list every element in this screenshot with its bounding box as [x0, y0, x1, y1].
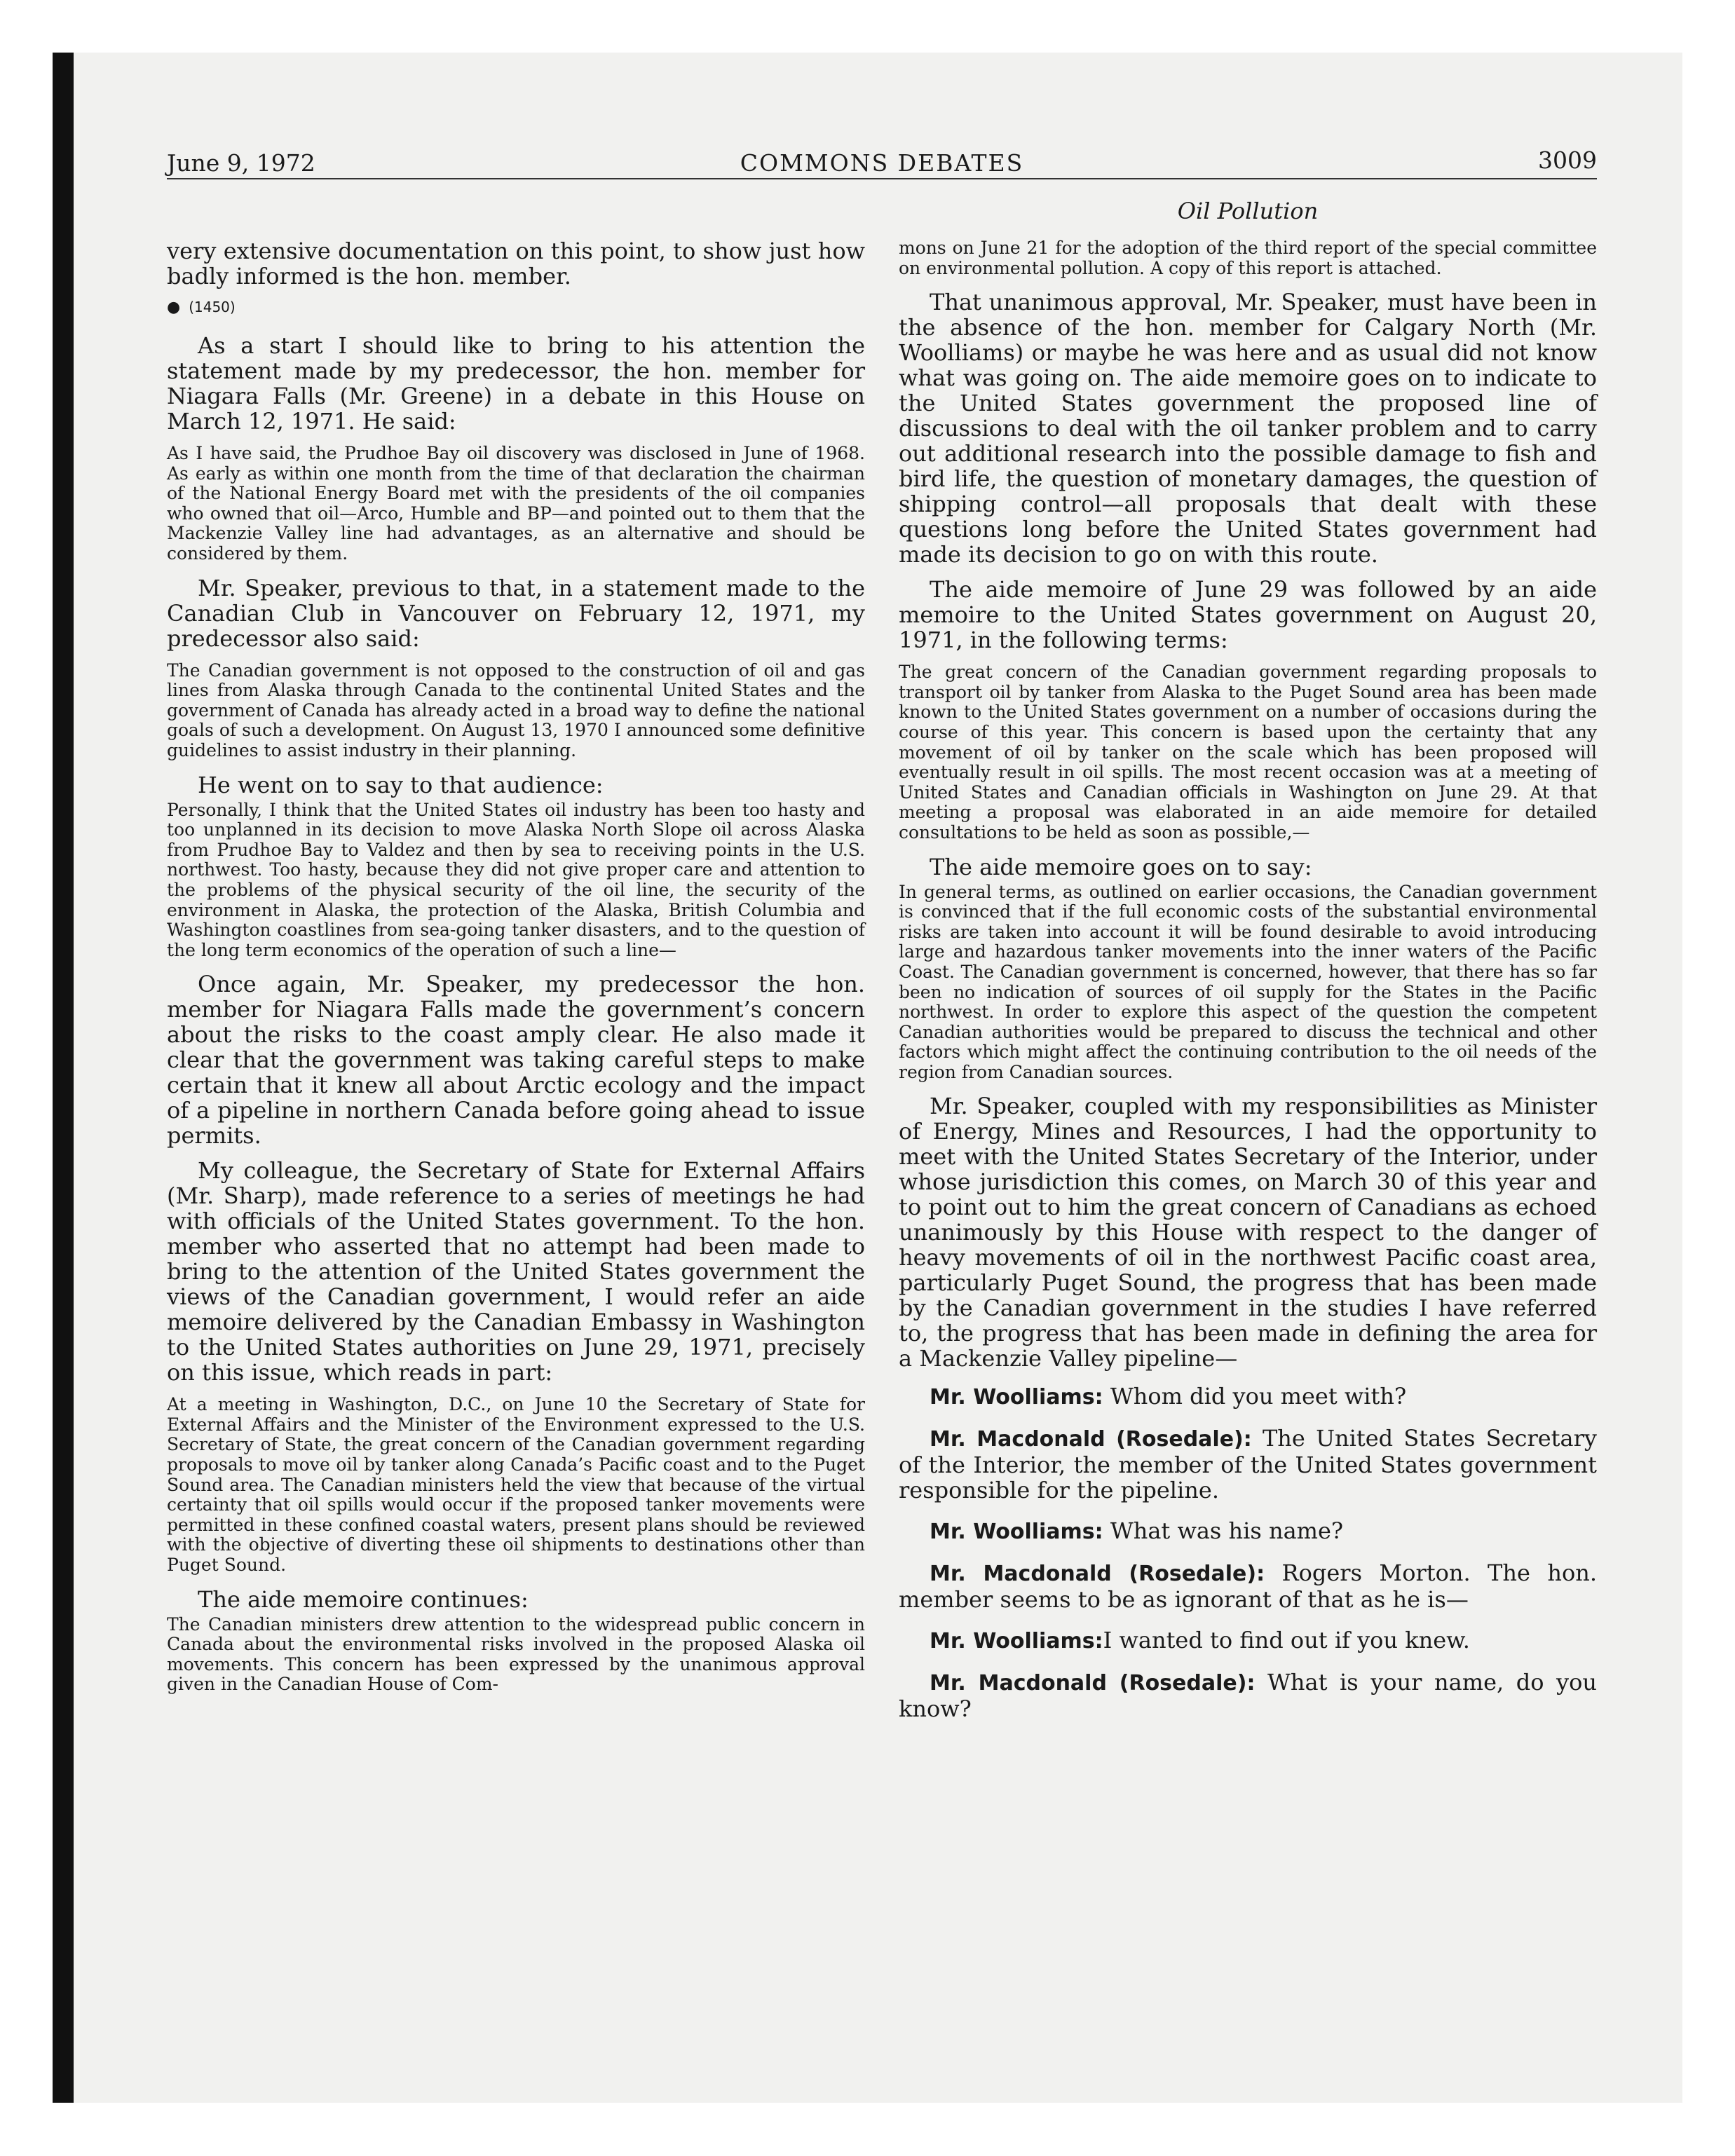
- paragraph: The aide memoire goes on to say:: [930, 853, 1312, 880]
- speech-text: What was his name?: [1103, 1517, 1344, 1545]
- speaker-name: Mr. Woolliams:: [930, 1520, 1103, 1545]
- speaker-name: Mr. Macdonald (Rosedale):: [930, 1671, 1256, 1696]
- exchange-line: [899, 1426, 1597, 1503]
- speech-text: I wanted to find out if you knew.: [1103, 1627, 1470, 1654]
- paragraph: very extensive documentation on this point, to show just how badly informed is the hon. member.: [167, 238, 865, 289]
- paragraph: My colleague, the Secretary of State for External Affairs (Mr. Sharp), made reference to a series of meetings he had with officials of the United States government. To the hon. member who asserted that no attempt had been made to bring to the attention of the United States government the views of the Canadian government, I would refer an aide memoire delivered by the Canadian Embassy in Washington to the United States authorities on June 29, 1971, precisely on this issue, which reads in part:: [167, 1157, 865, 1386]
- quotation: The Canadian ministers drew attention to the widespread public concern in Canada about the environmental risks involved in the proposed Alaska oil movements. This concern has been expressed by the unanimous approval given in the Canadian House of Com-: [167, 1613, 865, 1695]
- quotation: The great concern of the Canadian government regarding proposals to transport oil by tanker from Alaska to the Puget Sound area has been made known to the United States government on a number of occasions during the course of this year. This concern is based upon the certainty that any movement of oil by tanker on the scale which has been proposed will eventually result in oil spills. The most recent occasion was at a meeting of United States and Canadian officials in Washington on June 29. At that meeting a proposal was elaborated in an aide memoire for detailed consultations to be held as soon as possible,—: [899, 662, 1597, 842]
- quotation-continued: mons on June 21 for the adoption of the third report of the special committee on environmental pollution. A copy of this report is attached.: [899, 238, 1597, 278]
- quotation: In general terms, as outlined on earlier occasions, the Canadian government is convinced that if the full economic costs of the substantial environmental risks are taken into account it will be found desirable to avoid introducing large and hazardous tanker movements into the inner waters of the Pacific Coast. The Canadian government is concerned, however, that there has so far been no indication of sources of oil supply for the States in the Pacific northwest. In order to explore this aspect of the question the competent Canadian authorities would be prepared to discuss the technical and other factors which might affect the continuing contribution to the oil needs of the region from Canadian sources.: [899, 881, 1597, 1082]
- paragraph: The aide memoire of June 29 was followed by an aide memoire to the United States government on August 20, 1971, in the following terms:: [899, 576, 1597, 654]
- paragraph: Once again, Mr. Speaker, my predecessor the hon. member for Niagara Falls made the government’s concern about the risks to the coast amply clear. He also made it clear that the government was taking careful steps to make certain that it knew all about Arctic ecology and the impact of a pipeline in northern Canada before going ahead to issue permits.: [167, 971, 865, 1149]
- speaker-name: Mr. Macdonald (Rosedale):: [930, 1427, 1252, 1452]
- exchange-line: [899, 1670, 1597, 1721]
- paragraph: He went on to say to that audience:: [198, 771, 604, 798]
- exchange-line: [899, 1518, 1597, 1545]
- time-marker: [167, 299, 865, 316]
- speech-text: The United States Secretary of the Interior, the member of the United States government responsible for the pipeline.: [899, 1425, 1597, 1504]
- exchange-line: [899, 1628, 1597, 1654]
- quotation: Personally, I think that the United States oil industry has been too hasty and too unplanned in its decision to move Alaska North Slope oil across Alaska from Prudhoe Bay to Valdez and then by sea to receiving points in the U.S. northwest. Too hasty, because they did not give proper care and attention to the problems of the physical security of the oil line, the security of the environment in Alaska, the protection of the Alaska, British Columbia and Washington coastlines from sea-going tanker disasters, and to the question of the long term economics of the operation of such a line—: [167, 799, 865, 960]
- paragraph: The aide memoire continues:: [198, 1585, 529, 1613]
- header-title: COMMONS DEBATES: [740, 149, 1024, 177]
- speech-text: Whom did you meet with?: [1103, 1383, 1407, 1410]
- time-marker-text: (1450): [189, 299, 236, 315]
- speaker-name: Mr. Woolliams:: [930, 1385, 1103, 1410]
- speaker-name: Mr. Macdonald (Rosedale):: [930, 1562, 1265, 1587]
- topic-heading: Oil Pollution: [1177, 198, 1319, 224]
- left-column: [167, 238, 865, 1706]
- header-date: June 9, 1972: [167, 149, 315, 177]
- paragraph: That unanimous approval, Mr. Speaker, must have been in the absence of the hon. member for Calgary North (Mr. Woolliams) or maybe he was here and as usual did not know what was going on. The aide memoire goes on to indicate to the United States government the proposed line of discussions to deal with the oil tanker problem and to carry out additional research into the possible damage to fish and bird life, the question of monetary damages, the question of shipping control—all proposals that dealt with these questions long before the United States government had made its decision to go on with this route.: [899, 289, 1597, 568]
- quotation: The Canadian government is not opposed to the construction of oil and gas lines from Alaska through Canada to the continental United States and the government of Canada has already acted in a broad way to define the national goals of such a development. On August 13, 1970 I announced some definitive guidelines to assist industry in their planning.: [167, 660, 865, 760]
- exchange-line: [899, 1560, 1597, 1612]
- page-number: 3009: [1538, 146, 1597, 174]
- right-column: [899, 238, 1597, 1737]
- paragraph: As a start I should like to bring to his attention the statement made by my predecessor, the hon. member for Niagara Falls (Mr. Greene) in a debate in this House on March 12, 1971. He said:: [167, 332, 865, 435]
- page-header: [167, 146, 1597, 179]
- quotation: At a meeting in Washington, D.C., on June 10 the Secretary of State for External Affairs and the Minister of the Environment expressed to the U.S. Secretary of State, the great concern of the Canadian government regarding proposals to move oil by tanker along Canada’s Pacific coast and to the Puget Sound area. The Canadian ministers held the view that because of the virtual certainty that oil spills would occur if the proposed tanker movements were permitted in these confined coastal waters, present plans should be reviewed with the objective of diverting these oil shipments to destinations other than Puget Sound.: [167, 1394, 865, 1576]
- exchange-line: [899, 1384, 1597, 1410]
- scan-binding-edge: [53, 53, 74, 2103]
- quotation: As I have said, the Prudhoe Bay oil discovery was disclosed in June of 1968. As early as within one month from the time of that declaration the chairman of the National Energy Board met with the presidents of the oil companies who owned that oil—Arco, Humble and BP—and pointed out to them that the Mackenzie Valley line had advantages, as an alternative and should be considered by them.: [167, 443, 865, 564]
- speaker-name: Mr. Woolliams:: [930, 1629, 1103, 1654]
- bullet-icon: ●: [167, 299, 181, 316]
- speech-text: Rogers Morton. The hon. member seems to be as ignorant of that as he is—: [899, 1560, 1597, 1613]
- paragraph: Mr. Speaker, coupled with my responsibilities as Minister of Energy, Mines and Resources, I had the opportunity to meet with the United States Secretary of the Interior, under whose jurisdiction this comes, on March 30 of this year and to point out to him the great concern of Canadians as echoed unanimously by this House with respect to the danger of heavy movements of oil in the northwest Pacific coast area, particularly Puget Sound, the progress that has been made by the Canadian government in the studies I have referred to, the progress that has been made in defining the area for a Mackenzie Valley pipeline—: [899, 1093, 1597, 1372]
- paragraph: Mr. Speaker, previous to that, in a statement made to the Canadian Club in Vancouver on February 12, 1971, my predecessor also said:: [167, 574, 865, 652]
- speech-text: What is your name, do you know?: [899, 1669, 1598, 1723]
